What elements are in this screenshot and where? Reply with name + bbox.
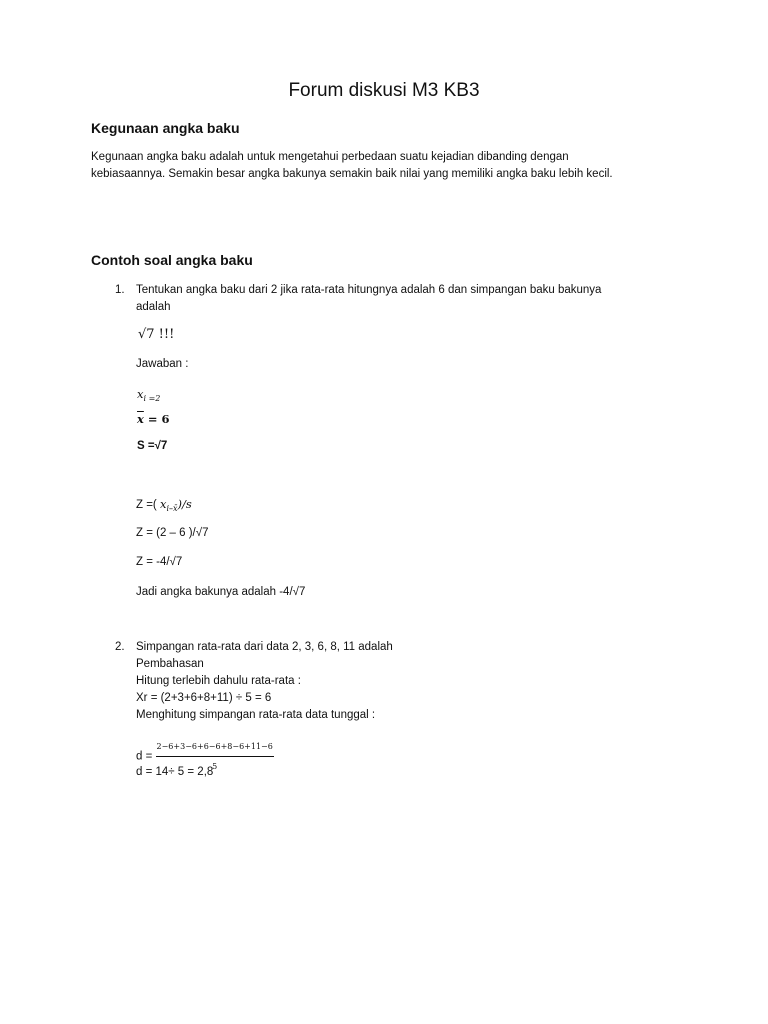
q2-d-denominator: 5 bbox=[212, 762, 218, 771]
q1-sqrt7: √7 !!! bbox=[138, 327, 175, 342]
q1-z-x: x bbox=[159, 497, 167, 511]
q1-z-close: )/s bbox=[177, 497, 192, 511]
q1-xi bbox=[137, 386, 160, 407]
q2-line-5: Menghitung simpangan rata-rata data tunggal : bbox=[136, 709, 376, 721]
q2-d-result: d = 14÷ 5 = 2,8 bbox=[136, 766, 214, 778]
page-title: Forum diskusi M3 KB3 bbox=[288, 80, 480, 101]
q2-number: 2. bbox=[115, 641, 125, 653]
q2-line-2: Pembahasan bbox=[136, 658, 204, 670]
q1-s-line: S =√7 bbox=[137, 440, 168, 452]
q1-conclusion: Jadi angka bakunya adalah -4/√7 bbox=[136, 586, 306, 598]
paragraph-line-1: Kegunaan angka baku adalah untuk mengetahui perbedaan suatu kejadian dibanding dengan bbox=[91, 151, 569, 163]
q2-line-4: Xr = (2+3+6+8+11) ÷ 5 = 6 bbox=[136, 692, 272, 704]
q1-line-1: Tentukan angka baku dari 2 jika rata-rata hitungnya adalah 6 dan simpangan baku bakunya bbox=[136, 284, 602, 296]
q1-xbar bbox=[137, 412, 170, 426]
q1-xbar-value: = 6 bbox=[143, 412, 170, 426]
q2-line-3: Hitung terlebih dahulu rata-rata : bbox=[136, 675, 301, 687]
q1-answer-label: Jawaban : bbox=[136, 358, 189, 370]
paragraph-line-2: kebiasaannya. Semakin besar angka bakunya semakin baik nilai yang memiliki angka baku lebih kecil. bbox=[91, 168, 613, 180]
q1-xi-sub: i =2 bbox=[143, 394, 161, 403]
q1-number: 1. bbox=[115, 284, 125, 296]
heading-kegunaan: Kegunaan angka baku bbox=[91, 120, 240, 136]
q1-z-step-2: Z = -4/√7 bbox=[136, 556, 183, 568]
heading-contoh-soal: Contoh soal angka baku bbox=[91, 252, 253, 268]
q2-d-numerator: 2−6+3−6+6−6+8−6+11−6 bbox=[156, 738, 274, 757]
q2-d-label: d = bbox=[136, 750, 156, 763]
q1-z-open: Z =( bbox=[136, 499, 160, 511]
q1-z-sub: i–x̄ bbox=[166, 504, 178, 513]
q1-xbar-symbol: $\overline{x}$ bbox=[137, 412, 144, 426]
q1-line-2: adalah bbox=[136, 301, 171, 313]
q1-z-formula bbox=[136, 496, 192, 517]
q1-xi-base: x bbox=[137, 387, 144, 401]
q1-z-step-1: Z = (2 – 6 )/√7 bbox=[136, 527, 209, 539]
q2-line-1: Simpangan rata-rata dari data 2, 3, 6, 8, 11 adalah bbox=[136, 641, 393, 653]
